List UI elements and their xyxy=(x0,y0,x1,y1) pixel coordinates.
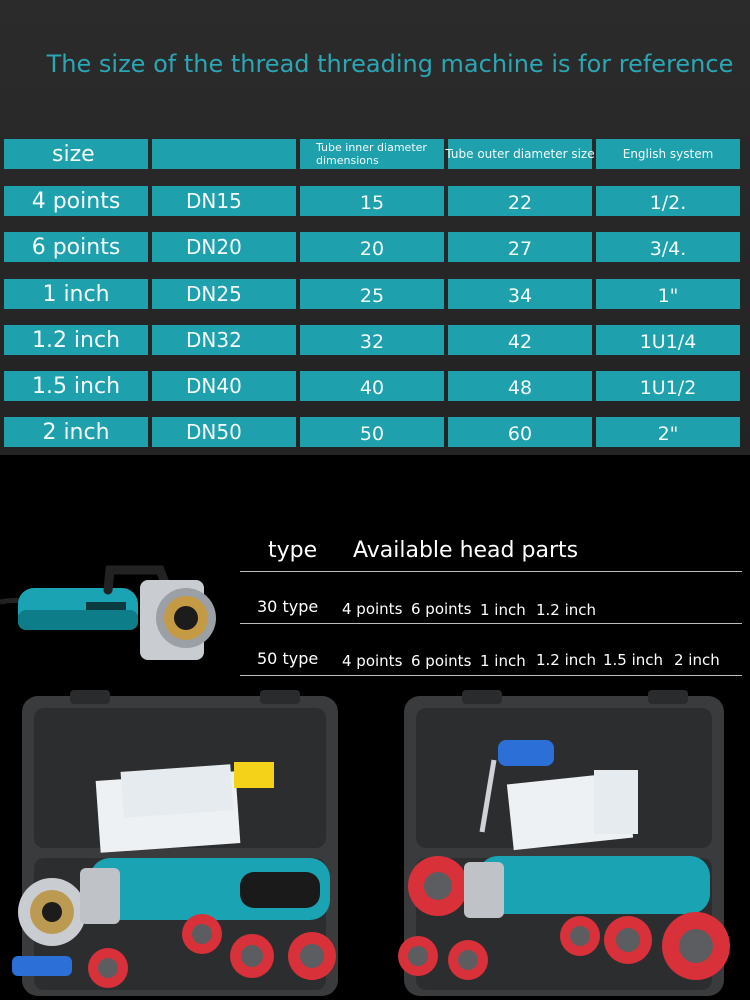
head-part: 2 inch xyxy=(674,651,720,669)
head-part: 6 points xyxy=(411,652,472,670)
row-inner: 40 xyxy=(300,371,444,401)
head-part: 1 inch xyxy=(480,652,526,670)
row-outer: 27 xyxy=(448,232,592,262)
row-dn: DN15 xyxy=(152,186,296,216)
row-dn: DN32 xyxy=(152,325,296,355)
head-part: 1 inch xyxy=(480,601,526,619)
parts-header: Available head parts xyxy=(353,538,579,563)
head-part: 1.2 inch xyxy=(536,601,597,619)
tool-case-icon xyxy=(390,690,750,1000)
row-inner: 20 xyxy=(300,232,444,262)
header-dn xyxy=(152,139,296,169)
row-english: 3/4. xyxy=(596,232,740,262)
row-size: 1.2 inch xyxy=(4,325,148,355)
page-headline: The size of the thread threading machine is for reference xyxy=(46,50,734,78)
row-size: 1.5 inch xyxy=(4,371,148,401)
header-english-system: English system xyxy=(596,139,740,169)
row-english: 1/2. xyxy=(596,186,740,216)
row-inner: 50 xyxy=(300,417,444,447)
head-part: 1.2 inch xyxy=(536,651,597,669)
row-outer: 34 xyxy=(448,279,592,309)
row-inner: 25 xyxy=(300,279,444,309)
head-part: 4 points xyxy=(342,600,403,618)
type-label: 50 type xyxy=(257,649,319,668)
head-part: 4 points xyxy=(342,652,403,670)
type-header: type xyxy=(268,538,318,563)
table-divider xyxy=(240,675,742,676)
row-english: 1U1/2 xyxy=(596,371,740,401)
row-inner: 32 xyxy=(300,325,444,355)
header-inner-diameter: Tube inner diameter dimensions xyxy=(300,139,444,169)
type-label: 30 type xyxy=(257,597,319,616)
header-size: size xyxy=(4,139,148,169)
pipe-threader-icon xyxy=(0,560,240,680)
row-outer: 60 xyxy=(448,417,592,447)
tool-case-icon xyxy=(0,690,345,1000)
row-inner: 15 xyxy=(300,186,444,216)
row-english: 1" xyxy=(596,279,740,309)
row-dn: DN50 xyxy=(152,417,296,447)
head-part: 6 points xyxy=(411,600,472,618)
row-outer: 22 xyxy=(448,186,592,216)
row-size: 1 inch xyxy=(4,279,148,309)
row-size: 2 inch xyxy=(4,417,148,447)
header-outer-diameter: Tube outer diameter size xyxy=(448,139,592,169)
row-dn: DN20 xyxy=(152,232,296,262)
row-size: 4 points xyxy=(4,186,148,216)
table-divider xyxy=(240,571,742,572)
row-size: 6 points xyxy=(4,232,148,262)
row-dn: DN25 xyxy=(152,279,296,309)
table-divider xyxy=(240,623,742,624)
row-dn: DN40 xyxy=(152,371,296,401)
head-part: 1.5 inch xyxy=(603,651,664,669)
type-table xyxy=(240,530,745,680)
row-outer: 48 xyxy=(448,371,592,401)
row-english: 1U1/4 xyxy=(596,325,740,355)
row-english: 2" xyxy=(596,417,740,447)
row-outer: 42 xyxy=(448,325,592,355)
